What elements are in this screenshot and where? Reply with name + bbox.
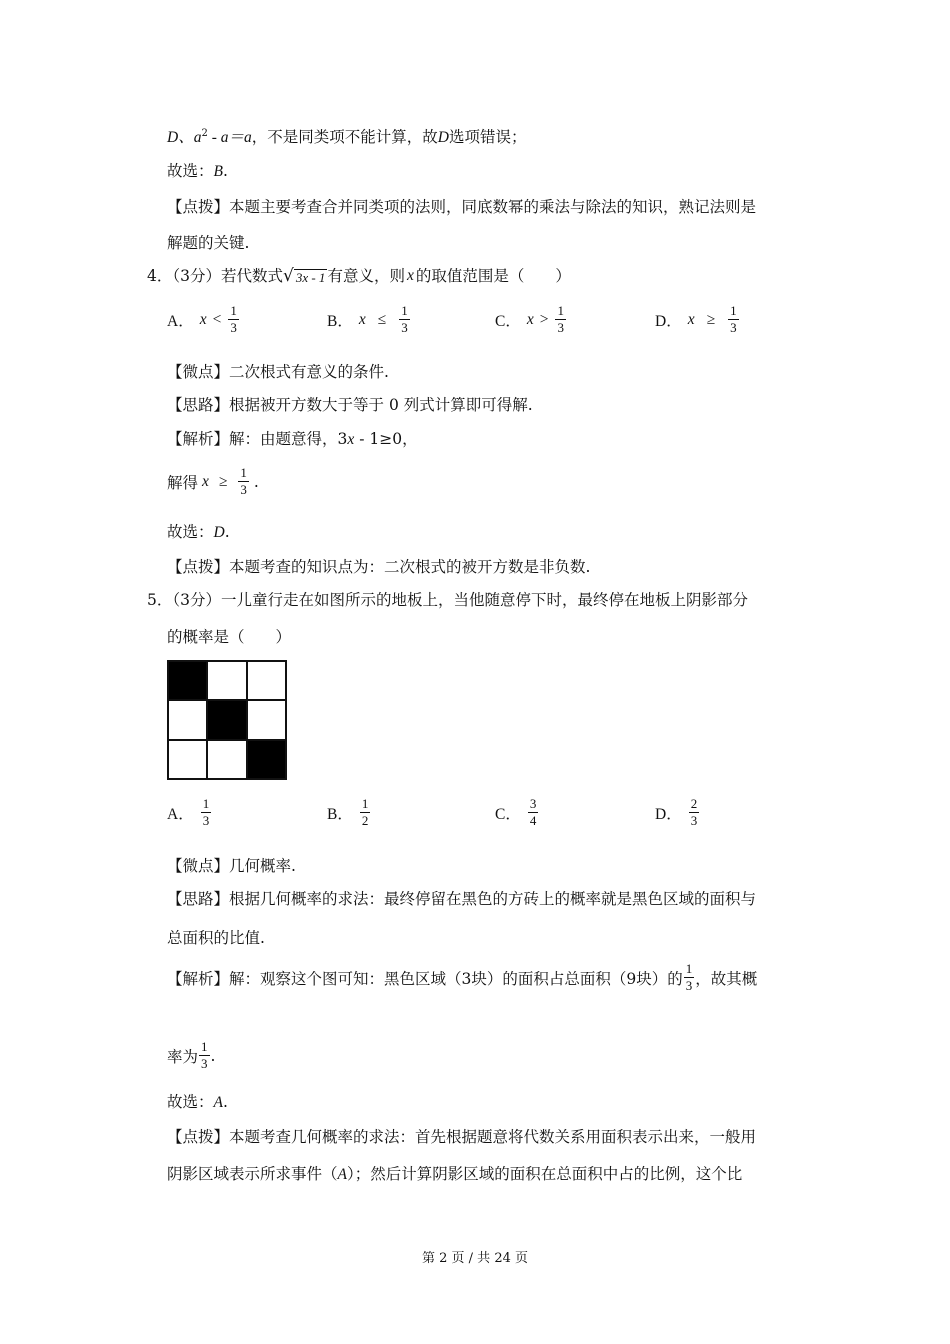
option-letter: A． [167,805,194,823]
d-text: ，不是同类项不能计算，故 [251,128,438,146]
jie-text: 解：由题意得，3 [229,430,348,448]
q4-option-d[interactable] [655,304,740,335]
tile-black [168,661,207,700]
tile-white [247,661,286,700]
numerator: 1 [730,303,737,318]
numerator: 3 [529,796,537,811]
option-fraction [201,797,212,828]
prev-tip [167,196,756,218]
option-var: x [199,310,207,328]
option-fraction [360,797,371,828]
denominator: 2 [361,813,369,828]
option-op: < [212,310,222,328]
denominator: 3 [401,320,408,335]
tip-text: 本题考查几何概率的求法：首先根据题意将代数关系用面积表示出来，一般用 [229,1128,757,1146]
q4-var: x [406,267,414,284]
si-text: 根据被开方数大于等于 0 列式计算即可得解. [229,396,533,414]
q4-option-b[interactable] [327,304,411,335]
si-label: 【思路】 [167,890,230,908]
period: . [222,162,228,180]
q5-choose [167,1091,228,1114]
option-letter: D． [655,312,682,330]
q4-tip [167,556,590,578]
denominator: 3 [201,1056,208,1071]
option-fraction [689,797,700,828]
period: . [253,472,259,491]
jie-label: 【解析】 [167,430,230,448]
jie-tail: ，故其概 [695,969,758,988]
option-fraction [399,304,410,335]
period: . [210,1046,216,1065]
tile-black [207,700,246,739]
q5-option-c[interactable] [495,797,539,828]
option-op: ≥ [706,310,716,328]
expression: - a＝a [207,129,252,146]
numerator: 1 [202,796,210,811]
numerator: 1 [557,303,564,318]
solution-op: ≥ [218,472,228,490]
choose-value: D [213,524,225,541]
option-fraction [528,797,539,828]
numerator: 2 [690,796,698,811]
numerator: 1 [401,303,408,318]
tip-var: A [337,1166,347,1183]
tile-white [207,740,246,779]
exponent: 2 [201,128,208,139]
q4-wei [167,361,389,383]
numerator: 1 [361,796,369,811]
denominator: 3 [240,482,247,497]
q4-head: 4．（3分）若代数式 [147,267,283,285]
q4-option-c[interactable] [495,304,567,335]
option-letter: B． [327,312,353,330]
tile-white [207,661,246,700]
tip-label: 【点拨】 [167,198,230,216]
q5-stem-line2: 的概率是（ ） [167,628,292,646]
period: . [222,1093,228,1111]
wei-text: 几何概率. [229,857,296,875]
numerator: 1 [201,1039,208,1054]
option-fraction [228,304,239,335]
choose-label: 故选： [167,523,214,541]
denominator: 3 [230,320,237,335]
jie-label: 【解析】 [167,969,230,988]
choose-value: A [213,1094,223,1111]
q5-tip-line2 [167,1163,742,1186]
tip-text: 阴影区域表示所求事件（ [167,1165,338,1183]
prev-tip-line2: 解题的关键. [167,234,250,252]
q5-option-a[interactable] [167,797,212,828]
wei-label: 【微点】 [167,363,230,381]
option-letter: A． [167,312,194,330]
denominator: 3 [685,978,693,993]
tip-text: 本题考查的知识点为：二次根式的被开方数是非负数. [229,558,591,576]
solution-fraction [238,466,249,497]
radicand: 3x - 1 [295,270,326,285]
radical-sign: √ [282,266,294,286]
numerator: 1 [685,961,693,976]
floor-tile-figure [167,660,287,780]
option-var: x [687,310,695,328]
option-d-analysis [167,126,526,149]
option-letter: D． [655,805,682,823]
q4-si [167,394,533,416]
q4-solution [167,466,259,497]
denominator: 3 [557,320,564,335]
option-op: ≤ [377,310,387,328]
tip-text: 本题主要考查合并同类项的法则，同底数幂的乘法与除法的知识，熟记法则是 [229,198,757,216]
q4-option-a[interactable] [167,304,240,335]
rate-fraction [199,1040,210,1071]
q5-si-line2: 总面积的比值. [167,929,265,947]
tip-label: 【点拨】 [167,1128,230,1146]
option-var: x [358,310,366,328]
tile-white [168,700,207,739]
q5-jie [167,962,757,993]
solution-prefix: 解得 [167,473,199,492]
sqrt-expression [283,266,327,286]
denominator: 4 [529,813,537,828]
q5-rate [167,1040,215,1071]
d-tail: 选项错误； [448,128,527,146]
option-fraction [555,304,566,335]
option-letter: C． [495,805,521,823]
option-fraction [728,304,739,335]
tile-black [247,740,286,779]
option-letter: C． [495,312,521,330]
tip-label: 【点拨】 [167,558,230,576]
option-letter: B． [327,805,353,823]
page-footer: 第 2 页 / 共 24 页 [422,1251,528,1266]
q5-option-b[interactable] [327,797,371,828]
numerator: 1 [230,303,237,318]
jie-text: 解：观察这个图可知：黑色区域（3块）的面积占总面积（9块）的 [229,969,683,988]
option-op: > [539,310,549,328]
wei-text: 二次根式有意义的条件. [229,363,389,381]
q4-stem [147,265,571,287]
solution-var: x [202,472,209,490]
choose-value: B [213,163,223,180]
d-prefix: D、 [167,129,194,146]
denominator: 3 [202,813,210,828]
q4-choose [167,521,230,544]
period: . [224,523,230,541]
q5-wei [167,855,296,877]
var-a: a [193,129,202,146]
denominator: 3 [690,813,698,828]
q4-tail: 的取值范围是（ ） [415,267,571,285]
si-text: 根据几何概率的求法：最终停留在黑色的方砖上的概率就是黑色区域的面积与 [229,890,757,908]
q5-stem: 5．（3分）一儿童行走在如图所示的地板上，当他随意停下时，最终停在地板上阴影部分 [147,591,748,609]
tile-white [247,700,286,739]
numerator: 1 [240,465,247,480]
tile-white [168,740,207,779]
choose-label: 故选： [167,162,214,180]
si-label: 【思路】 [167,396,230,414]
choose-label: 故选： [167,1093,214,1111]
d-letter: D [437,129,449,146]
prev-choose [167,160,228,183]
q5-option-d[interactable] [655,797,700,828]
jie-var: x [347,431,355,448]
jie-fraction [684,962,695,993]
denominator: 3 [730,320,737,335]
option-var: x [526,310,534,328]
jie-text-tail: - 1≥0， [354,430,418,448]
rate-prefix: 率为 [167,1047,199,1066]
q4-jie [167,428,418,451]
wei-label: 【微点】 [167,857,230,875]
q5-si [167,888,756,910]
tip-text-tail: ）；然后计算阴影区域的面积在总面积中占的比例，这个比 [346,1165,743,1183]
q4-mid: 有意义，则 [327,267,405,285]
q5-tip [167,1126,756,1148]
